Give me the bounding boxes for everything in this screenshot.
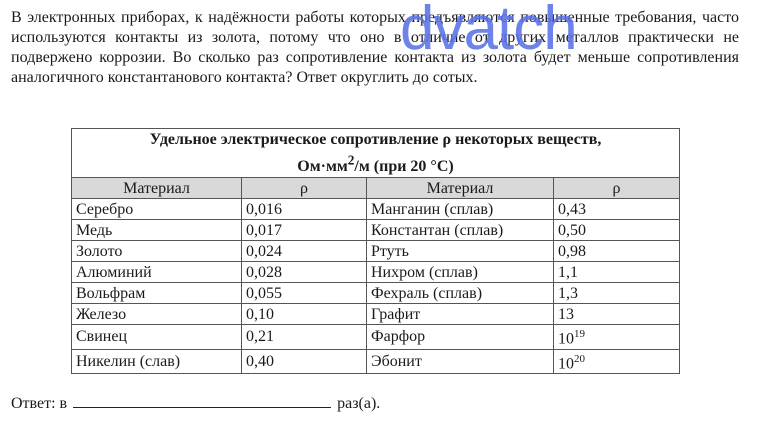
table-row — [72, 220, 680, 241]
rho-cell — [554, 241, 680, 262]
table-row — [72, 304, 680, 325]
resistivity-table — [71, 128, 680, 374]
material-cell: Алюминий — [72, 262, 242, 283]
rho-cell — [554, 349, 680, 373]
rho-cell: 0,028 — [242, 262, 367, 283]
table-row — [72, 262, 680, 283]
material-cell: Вольфрам — [72, 283, 242, 304]
header-material-1: Материал — [72, 178, 242, 199]
rho-value: 1,1 — [558, 263, 578, 281]
header-rho-1: ρ — [242, 178, 367, 199]
answer-prefix: Ответ: в — [11, 395, 68, 412]
table-row — [72, 199, 680, 220]
rho-cell — [554, 199, 680, 220]
material-cell: Ртуть — [367, 241, 554, 262]
rho-cell — [554, 304, 680, 325]
table-row — [72, 325, 680, 349]
table-caption — [72, 129, 680, 178]
rho-value: 1,3 — [558, 284, 578, 302]
rho-exponent: 19 — [574, 328, 585, 341]
table-row — [72, 283, 680, 304]
table-title-units: $Ом\cdot мм^2/м$ (при 20 °С) — [297, 153, 454, 176]
table-row — [72, 241, 680, 262]
rho-cell — [554, 283, 680, 304]
rho-value: 0,50 — [558, 221, 586, 239]
rho-cell — [554, 325, 680, 349]
rho-cell: 0,016 — [242, 199, 367, 220]
header-rho-2: ρ — [554, 178, 680, 199]
material-cell: Фарфор — [367, 325, 554, 349]
material-cell: Золото — [72, 241, 242, 262]
answer-blank[interactable] — [73, 393, 331, 408]
rho-value: 10 — [558, 330, 574, 348]
material-cell: Эбонит — [367, 349, 554, 373]
answer-line — [11, 393, 380, 413]
problem-text: В электронных приборах, к надёжности работы которых предъявляются повышенные требования, часто используются контакты из золота, потому что оно в отличие от других металлов практически не подвержено коррозии. Во сколько раз сопротивление контакта из золота будет меньше сопротивления аналогичного константанового контакта? Ответ округлить до сотых. — [11, 9, 739, 86]
rho-value: 0,98 — [558, 242, 586, 260]
answer-suffix: раз(а). — [337, 395, 381, 412]
rho-cell: 0,40 — [242, 349, 367, 373]
rho-cell: 0,10 — [242, 304, 367, 325]
material-cell: Медь — [72, 220, 242, 241]
material-cell: Манганин (сплав) — [367, 199, 554, 220]
material-cell: Графит — [367, 304, 554, 325]
rho-cell — [554, 220, 680, 241]
table-caption-row — [72, 129, 680, 178]
rho-cell: 0,21 — [242, 325, 367, 349]
rho-exponent: 20 — [574, 352, 585, 365]
rho-value: 10 — [558, 354, 574, 372]
material-cell: Серебро — [72, 199, 242, 220]
rho-cell: 0,024 — [242, 241, 367, 262]
rho-value: 13 — [558, 305, 574, 323]
material-cell: Железо — [72, 304, 242, 325]
material-cell: Свинец — [72, 325, 242, 349]
material-cell: Нихром (сплав) — [367, 262, 554, 283]
watermark-logo: dvatch — [400, 0, 577, 63]
material-cell: Константан (сплав) — [367, 220, 554, 241]
rho-value: 0,43 — [558, 200, 586, 218]
table-title-line1: Удельное электрическое сопротивление ρ некоторых веществ, — [149, 131, 602, 148]
material-cell: Фехраль (сплав) — [367, 283, 554, 304]
table-row — [72, 349, 680, 373]
table-header-row — [72, 178, 680, 199]
table-body — [72, 199, 680, 374]
rho-cell — [554, 262, 680, 283]
rho-cell: 0,017 — [242, 220, 367, 241]
header-material-2: Материал — [367, 178, 554, 199]
rho-cell: 0,055 — [242, 283, 367, 304]
material-cell: Никелин (слав) — [72, 349, 242, 373]
